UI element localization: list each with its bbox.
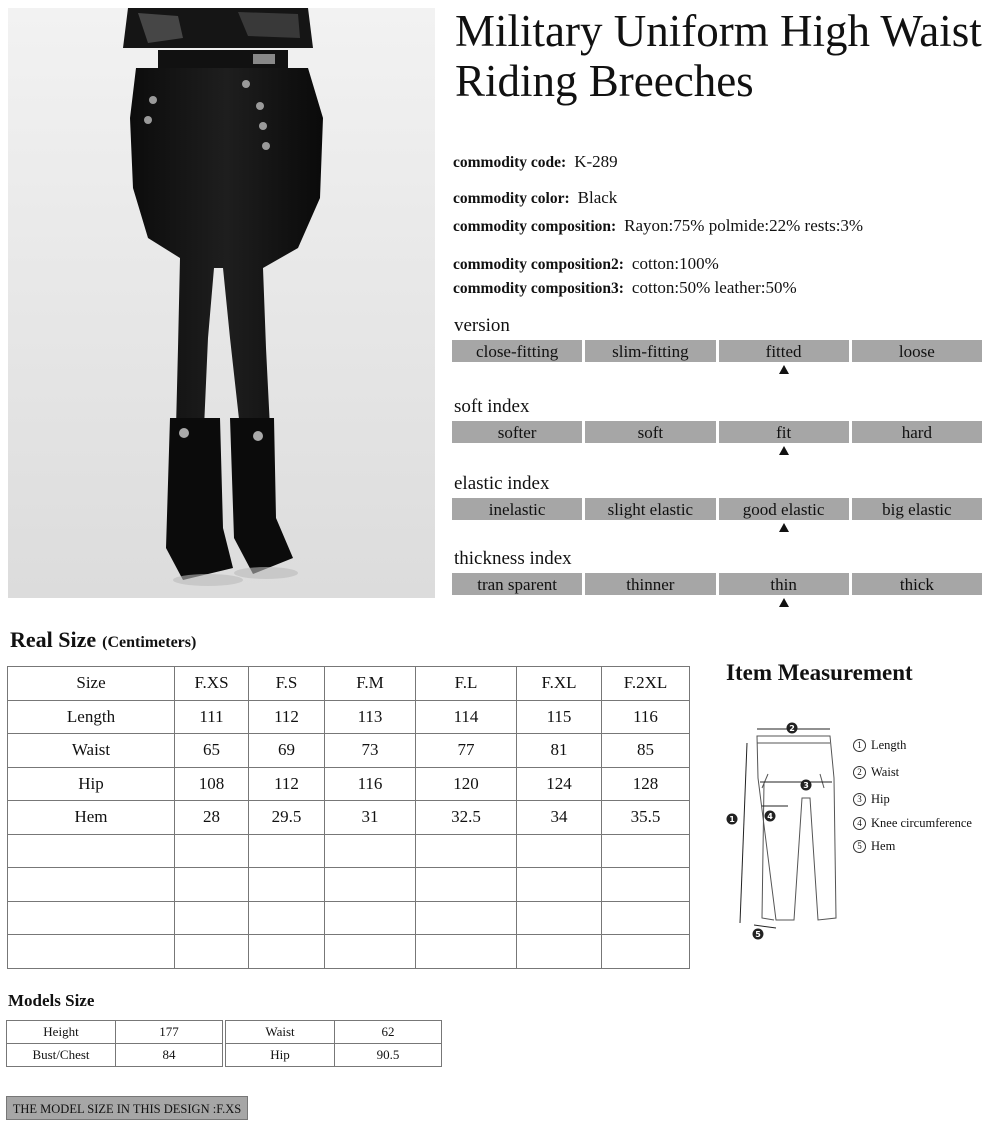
svg-text:2: 2 (789, 724, 795, 733)
table-cell: Hip (226, 1044, 335, 1067)
table-cell: 81 (517, 734, 602, 768)
spec-composition3 (453, 278, 797, 298)
table-cell: 28 (175, 801, 249, 835)
table-cell: 62 (335, 1021, 442, 1044)
table-row (226, 1044, 442, 1067)
table-row (7, 1021, 223, 1044)
legend-item (853, 839, 895, 854)
table-cell: 73 (325, 734, 416, 768)
legend-item (853, 765, 899, 780)
legend-item (853, 816, 972, 831)
table-row-empty (8, 834, 690, 868)
legend-number-icon: 4 (853, 817, 866, 830)
elastic-index-scale (452, 498, 982, 520)
table-cell: Bust/Chest (7, 1044, 116, 1067)
table-cell: 177 (116, 1021, 223, 1044)
scale-option: softer (452, 421, 582, 443)
scale-option: inelastic (452, 498, 582, 520)
spec-composition2 (453, 254, 719, 274)
table-header-cell: F.M (325, 667, 416, 701)
table-cell: 35.5 (602, 801, 690, 835)
pants-outline-icon (722, 718, 852, 948)
spec-key: commodity composition3: (453, 280, 624, 297)
table-row-empty (8, 935, 690, 969)
version-label: version (454, 315, 510, 336)
spec-key: commodity composition2: (453, 256, 624, 273)
spec-value: K-289 (574, 152, 618, 171)
model-size-note: THE MODEL SIZE IN THIS DESIGN :F.XS (6, 1096, 248, 1120)
table-cell: 116 (325, 767, 416, 801)
table-cell: Hem (8, 801, 175, 835)
thickness-index-label: thickness index (454, 548, 572, 569)
legend-label: Knee circumference (871, 816, 972, 830)
model-size-table (6, 1020, 223, 1067)
real-size-unit: (Centimeters) (102, 634, 197, 651)
scale-option: soft (585, 421, 715, 443)
spec-value: cotton:50% leather:50% (631, 278, 797, 297)
spec-color (453, 188, 617, 208)
scale-option: close-fitting (452, 340, 582, 362)
table-cell: Hip (8, 767, 175, 801)
table-row (8, 700, 690, 734)
svg-text:3: 3 (803, 781, 809, 790)
selected-marker-icon (779, 523, 789, 532)
size-table (7, 666, 690, 969)
scale-option: tran sparent (452, 573, 582, 595)
real-size-title: Real Size (10, 627, 97, 652)
scale-option: thinner (585, 573, 715, 595)
scale-option-label: thin (770, 575, 797, 594)
svg-text:5: 5 (755, 930, 761, 939)
scale-option (719, 573, 849, 595)
spec-key: commodity code: (453, 154, 567, 171)
table-cell: 29.5 (249, 801, 325, 835)
scale-option-label: fitted (765, 342, 802, 361)
table-cell: 31 (325, 801, 416, 835)
scale-option (719, 498, 849, 520)
table-row (8, 734, 690, 768)
product-photo (8, 8, 435, 598)
spec-value: Rayon:75% polmide:22% rests:3% (624, 216, 864, 235)
table-row-empty (8, 901, 690, 935)
table-cell: 124 (517, 767, 602, 801)
table-cell: 113 (325, 700, 416, 734)
table-row (226, 1021, 442, 1044)
table-header-cell: F.XL (517, 667, 602, 701)
scale-option-label: fit (776, 423, 792, 442)
table-cell: 115 (517, 700, 602, 734)
models-size-title: Models Size (8, 991, 95, 1010)
selected-marker-icon (779, 446, 789, 455)
table-cell: 128 (602, 767, 690, 801)
model-size-table (225, 1020, 442, 1067)
table-cell: 77 (416, 734, 517, 768)
table-cell: 85 (602, 734, 690, 768)
table-cell: Waist (8, 734, 175, 768)
table-cell: 116 (602, 700, 690, 734)
elastic-index-label: elastic index (454, 473, 550, 494)
soft-index-scale (452, 421, 982, 443)
table-cell: 114 (416, 700, 517, 734)
table-cell: 32.5 (416, 801, 517, 835)
table-cell: 34 (517, 801, 602, 835)
table-cell: 65 (175, 734, 249, 768)
table-row (8, 801, 690, 835)
table-cell: Height (7, 1021, 116, 1044)
soft-index-label: soft index (454, 396, 530, 417)
table-cell: 111 (175, 700, 249, 734)
table-cell: 120 (416, 767, 517, 801)
real-size-heading (10, 627, 196, 653)
selected-marker-icon (779, 365, 789, 374)
svg-text:1: 1 (729, 815, 735, 824)
scale-option (719, 340, 849, 362)
svg-text:4: 4 (767, 812, 773, 821)
product-title: Military Uniform High Waist Riding Breeches (455, 6, 982, 106)
legend-label: Length (871, 738, 907, 752)
table-header-cell: F.S (249, 667, 325, 701)
selected-marker-icon (779, 598, 789, 607)
table-header-cell: F.2XL (602, 667, 690, 701)
scale-option (719, 421, 849, 443)
item-measurement-title: Item Measurement (726, 660, 913, 685)
scale-option: slim-fitting (585, 340, 715, 362)
spec-composition (453, 216, 863, 236)
legend-number-icon: 5 (853, 840, 866, 853)
table-header-cell: Size (8, 667, 175, 701)
scale-option: loose (852, 340, 982, 362)
table-cell: 69 (249, 734, 325, 768)
version-scale (452, 340, 982, 362)
legend-number-icon: 3 (853, 793, 866, 806)
spec-code (453, 152, 618, 172)
spec-key: commodity color: (453, 190, 570, 207)
table-cell: Waist (226, 1021, 335, 1044)
legend-item (853, 792, 890, 807)
table-header-cell: F.XS (175, 667, 249, 701)
table-cell: Length (8, 700, 175, 734)
legend-number-icon: 1 (853, 739, 866, 752)
table-row-empty (8, 868, 690, 902)
table-cell: 90.5 (335, 1044, 442, 1067)
scale-option-label: good elastic (742, 500, 825, 519)
scale-option: big elastic (852, 498, 982, 520)
scale-option: hard (852, 421, 982, 443)
legend-number-icon: 2 (853, 766, 866, 779)
legend-label: Hip (871, 792, 890, 806)
table-cell: 112 (249, 700, 325, 734)
legend-label: Waist (871, 765, 900, 779)
table-row (7, 1044, 223, 1067)
spec-value: cotton:100% (631, 254, 719, 273)
spec-key: commodity composition: (453, 218, 617, 235)
table-cell: 84 (116, 1044, 223, 1067)
table-cell: 112 (249, 767, 325, 801)
scale-option: slight elastic (585, 498, 715, 520)
table-header-row (8, 667, 690, 701)
table-header-cell: F.L (416, 667, 517, 701)
spec-value: Black (577, 188, 618, 207)
scale-option: thick (852, 573, 982, 595)
legend-label: Hem (871, 839, 896, 853)
thickness-index-scale (452, 573, 982, 595)
legend-item (853, 738, 906, 753)
table-cell: 108 (175, 767, 249, 801)
table-row (8, 767, 690, 801)
